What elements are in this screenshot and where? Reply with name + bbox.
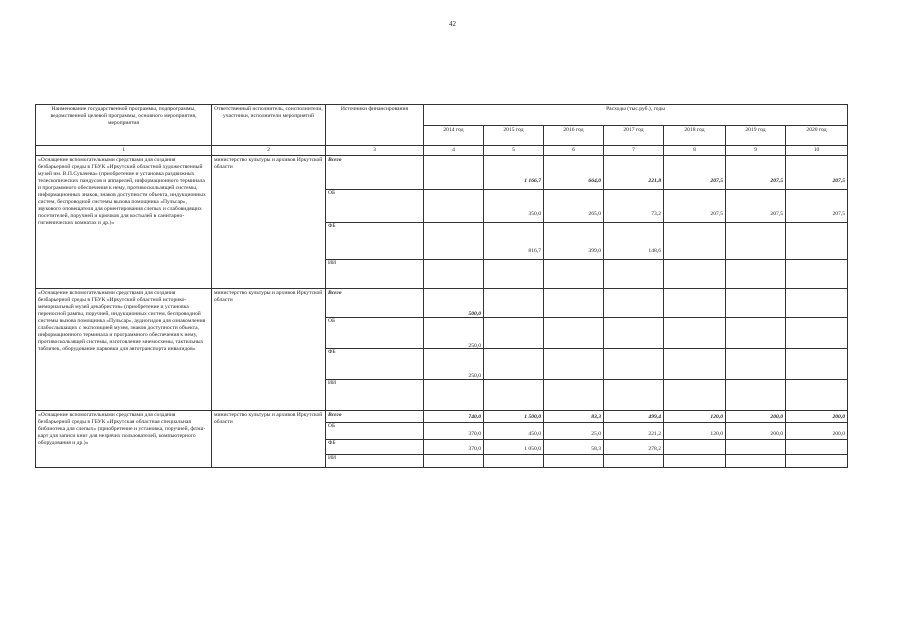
- expense-value: 207,5: [710, 177, 723, 184]
- year-values: [544, 288, 604, 410]
- header-year: 2016 год: [544, 126, 604, 146]
- responsible-executor: министерство культуры и архивов Иркутской области: [212, 155, 326, 288]
- funding-source-label: ОБ: [328, 317, 336, 324]
- expense-value: 370,0: [468, 445, 481, 452]
- col-number: 1: [36, 146, 212, 156]
- expense-value: 207,5: [832, 210, 846, 217]
- expense-value: 221,2: [648, 430, 661, 437]
- year-values: [786, 288, 848, 410]
- expense-value: 120,0: [710, 413, 723, 420]
- measure-description: «Оснащение вспомогательными средствами для создания безбарьерной среды в ГБУК «Иркутская областная специальная библиотека для слепых» (приобретение и установка, поручней, флэш-карт для записи книг для незрячих пользователей, компьютерного оборудования и др.)»: [36, 410, 212, 467]
- expense-value: 816,7: [528, 247, 541, 254]
- year-values: [726, 410, 786, 467]
- funding-source-label: ОБ: [328, 422, 336, 429]
- col-number: 6: [544, 146, 604, 156]
- expense-value: 250,0: [468, 342, 481, 349]
- year-values: [604, 155, 664, 288]
- funding-source-label: ИИ: [328, 454, 337, 461]
- expense-value: 500,0: [468, 310, 481, 317]
- expense-value: 207,5: [832, 177, 846, 184]
- year-values: [424, 410, 484, 467]
- funding-source-label: ФБ: [328, 222, 336, 229]
- col-number: 7: [604, 146, 664, 156]
- expense-value: 120,0: [710, 430, 723, 437]
- responsible-executor: министерство культуры и архивов Иркутской области: [212, 288, 326, 410]
- expense-value: 1 050,0: [524, 445, 541, 452]
- expense-value: 25,0: [591, 430, 601, 437]
- header-year: 2020 год: [786, 126, 848, 146]
- col-number: 5: [484, 146, 544, 156]
- year-values: [664, 288, 726, 410]
- header-year: 2017 год: [604, 126, 664, 146]
- funding-source-label: ИИ: [328, 379, 337, 386]
- table-row: [36, 410, 848, 467]
- expense-value: 450,0: [528, 430, 541, 437]
- year-values: [424, 155, 484, 288]
- table-row: [36, 288, 848, 410]
- expense-value: 207,5: [770, 210, 783, 217]
- header-year: 2015 год: [484, 126, 544, 146]
- header-program: Наименование государственной программы, подпрограммы, ведомственной целевой программы, основного мероприятия, мероприятия: [36, 105, 212, 146]
- expense-value: 207,5: [770, 177, 783, 184]
- year-values: [664, 155, 726, 288]
- expense-value: 1 500,0: [524, 413, 541, 420]
- funding-sources: [326, 410, 424, 467]
- expense-value: 399,0: [588, 247, 601, 254]
- year-values: [726, 288, 786, 410]
- year-values: [726, 155, 786, 288]
- expense-value: 265,0: [588, 210, 601, 217]
- expense-value: 73,2: [651, 210, 661, 217]
- expense-value: 740,0: [468, 413, 481, 420]
- expense-value: 499,4: [648, 413, 661, 420]
- expense-value: 370,0: [468, 430, 481, 437]
- col-number: 8: [664, 146, 726, 156]
- header-source: Источники финансирования: [326, 105, 424, 146]
- col-number: 10: [786, 146, 848, 156]
- year-values: [786, 155, 848, 288]
- expense-value: 664,0: [588, 177, 601, 184]
- expense-value: 83,3: [591, 413, 601, 420]
- expense-value: 200,0: [770, 430, 783, 437]
- year-values: [786, 410, 848, 467]
- expense-value: 200,0: [832, 430, 846, 437]
- funding-sources: [326, 288, 424, 410]
- year-values: [664, 410, 726, 467]
- expense-value: 1 166,7: [524, 177, 541, 184]
- col-number: 9: [726, 146, 786, 156]
- expense-value: 200,0: [770, 413, 783, 420]
- header-year: 2014 год: [424, 126, 484, 146]
- year-values: [484, 155, 544, 288]
- expense-value: 207,5: [710, 210, 723, 217]
- funding-source-label: Всего: [328, 156, 342, 163]
- col-number: 4: [424, 146, 484, 156]
- header-expenses: Расходы (тыс.руб.), годы: [424, 105, 848, 126]
- expense-value: 250,0: [468, 372, 481, 379]
- funding-source-label: Всего: [328, 411, 342, 418]
- year-values: [544, 155, 604, 288]
- header-responsible: Ответственный исполнитель, соисполнители, участники, исполнители мероприятий: [212, 105, 326, 146]
- expense-value: 278,2: [648, 445, 661, 452]
- page-number: 42: [449, 20, 456, 28]
- measure-description: «Оснащение вспомогательными средствами для создания безбарьерной среды в ГБУК «Иркутский областной историко-мемориальный музей декабристов» (приобретение и установка переносной рампы, поручней, индукционных систем, беспроводной системы вызова помощника «Пульсар», аудиогидов для ознакомления слабослышащих с экспозицией музея, знаков доступности объекта, информационного терминала и программного обеспечения к нему, противоскользящей системы, изготовление мнемосхемы, тактильных табличек, оборудование парковки для автотранспорта инвалидов»: [36, 288, 212, 410]
- year-values: [484, 288, 544, 410]
- header-year: 2018 год: [664, 126, 726, 146]
- funding-sources: [326, 155, 424, 288]
- year-values: [484, 410, 544, 467]
- funding-source-label: ФБ: [328, 439, 336, 446]
- year-values: [544, 410, 604, 467]
- funding-source-label: Всего: [328, 289, 342, 296]
- col-number: 2: [212, 146, 326, 156]
- measure-description: «Оснащение вспомогательными средствами для создания безбарьерной среды в ГБУК «Иркутский областной художественный музей им. В.П.Сукачева» (приобретение и установка раздвижных телескопических пандусов и аппарелей, информационного терминала и программного обеспечения к нему, противоскользящей системы, информационных знаков, знаков доступности объекта, индукционных систем, беспроводной системы вызова помощника «Пульсар», звукового оповещателя для ориентирования слепых и слабовидящих посетителей, поручней и крючков для костылей в санитарно-гигиенических комнатах и др.)»: [36, 155, 212, 288]
- year-values: [424, 288, 484, 410]
- expense-value: 200,0: [832, 413, 846, 420]
- year-values: [604, 288, 664, 410]
- expenses-table: [35, 104, 848, 468]
- table-row: [36, 155, 848, 288]
- funding-source-label: ФБ: [328, 348, 336, 355]
- expense-value: 58,3: [591, 445, 601, 452]
- expense-value: 350,0: [528, 210, 541, 217]
- responsible-executor: министерство культуры и архивов Иркутской области: [212, 410, 326, 467]
- header-year: 2019 год: [726, 126, 786, 146]
- funding-source-label: ОБ: [328, 189, 336, 196]
- year-values: [604, 410, 664, 467]
- col-number: 3: [326, 146, 424, 156]
- funding-source-label: ИИ: [328, 259, 337, 266]
- expense-value: 148,6: [648, 247, 661, 254]
- expense-value: 221,8: [648, 177, 661, 184]
